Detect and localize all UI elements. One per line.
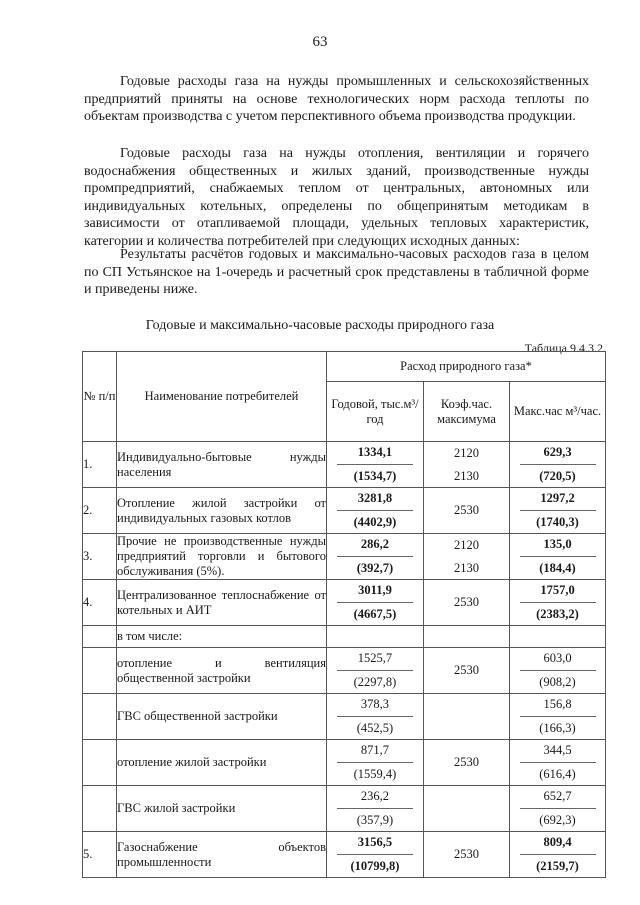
row-number: 1. <box>83 442 117 488</box>
paragraph-3: Результаты расчётов годовых и максимально-часовых расходов газа в целом по СП Устьянское на 1-очередь и расчетный срок представлены в табличной форме и приведены ниже. <box>84 247 589 298</box>
cell-value: 2120 <box>454 445 479 460</box>
cell-value: 2530 <box>454 663 479 677</box>
cell-value: 871,7 <box>337 740 414 763</box>
cell-value: 2530 <box>454 595 479 609</box>
consumer-name: ГВС общественной застройки <box>117 694 327 740</box>
cell-value: (4402,9) <box>353 515 397 529</box>
cell-value: (4667,5) <box>353 607 397 621</box>
cell-value: 2130 <box>454 560 479 575</box>
row-number <box>83 626 117 648</box>
cell-value: 809,4 <box>520 832 596 855</box>
cell-value: (10799,8) <box>350 859 400 873</box>
row-number <box>83 694 117 740</box>
header-max: Макс.час м³/час. <box>510 382 606 442</box>
cell-value: 156,8 <box>520 694 596 717</box>
annual-cell <box>327 648 424 694</box>
cell-value: 629,3 <box>520 442 596 465</box>
max-cell <box>510 740 606 786</box>
table-row <box>83 694 606 740</box>
max-cell <box>510 442 606 488</box>
cell-value: (184,4) <box>539 561 576 575</box>
cell-value: 3011,9 <box>337 580 414 603</box>
max-cell <box>510 488 606 534</box>
coef-cell <box>424 694 510 740</box>
row-number: 5. <box>83 832 117 878</box>
max-cell <box>510 832 606 878</box>
cell-value: (720,5) <box>539 469 576 483</box>
consumer-name: ГВС жилой застройки <box>117 786 327 832</box>
table-row <box>83 786 606 832</box>
cell-value: (908,2) <box>539 675 576 689</box>
row-number <box>83 648 117 694</box>
cell-value: 3156,5 <box>337 832 414 855</box>
consumer-name: Газоснабжение объектов промышленности <box>117 832 327 878</box>
max-cell <box>510 694 606 740</box>
cell-value: 378,3 <box>337 694 414 717</box>
header-coef: Коэф.час. максимума <box>424 382 510 442</box>
annual-cell <box>327 740 424 786</box>
cell-value: 135,0 <box>520 534 596 557</box>
annual-cell <box>327 534 424 580</box>
table-row <box>83 580 606 626</box>
consumer-name: отопление и вентиляция общественной застройки <box>117 648 327 694</box>
row-number <box>83 740 117 786</box>
cell-value: 286,2 <box>337 534 414 557</box>
table-number: Таблица 9.4.3.2. <box>524 341 606 355</box>
paragraph-2: Годовые расходы газа на нужды отопления, вентиляции и горячего водоснабжения общественных и жилых зданий, производственные нужды промпредприятий, снабжаемых теплом от центральных, автономных или индивидуальных котельных, определены по общепринятым методикам в зависимости от отапливаемой площади, удельных тепловых характеристик, категории и количества потребителей при следующих исходных данных: <box>84 146 589 249</box>
table-row <box>83 740 606 786</box>
consumer-name: Отопление жилой застройки от индивидуальных газовых котлов <box>117 488 327 534</box>
table-row <box>83 832 606 878</box>
coef-cell <box>424 648 510 694</box>
cell-value: (2383,2) <box>536 607 579 621</box>
annual-cell <box>327 442 424 488</box>
cell-value: 1525,7 <box>337 648 414 671</box>
cell-value: (1559,4) <box>353 767 397 781</box>
row-number: 2. <box>83 488 117 534</box>
cell-value: (392,7) <box>356 561 394 575</box>
coef-cell <box>424 442 510 488</box>
cell-value: (166,3) <box>539 721 576 735</box>
cell-value: (2297,8) <box>353 675 397 689</box>
cell-value: 3281,8 <box>337 488 414 511</box>
cell-value: 2530 <box>454 755 479 769</box>
consumer-name: Централизованное теплоснабжение от котельных и АИТ <box>117 580 327 626</box>
cell-value: 2120 <box>454 537 479 552</box>
max-cell <box>510 580 606 626</box>
max-cell <box>510 786 606 832</box>
cell-value: 1297,2 <box>520 488 596 511</box>
cell-value: 2530 <box>454 847 479 861</box>
table-row <box>83 442 606 488</box>
row-number: 4. <box>83 580 117 626</box>
consumer-name: отопление жилой застройки <box>117 740 327 786</box>
coef-cell <box>424 534 510 580</box>
cell-value: 2530 <box>454 503 479 517</box>
max-cell <box>510 626 606 648</box>
cell-value: (357,9) <box>356 813 394 827</box>
table-caption: Годовые и максимально-часовые расходы природного газа <box>145 318 495 333</box>
table-row <box>83 488 606 534</box>
table-row <box>83 648 606 694</box>
gas-consumption-table <box>82 351 606 878</box>
cell-value: (692,3) <box>539 813 576 827</box>
consumer-name: в том числе: <box>117 626 327 648</box>
cell-value: (616,4) <box>539 767 576 781</box>
coef-cell <box>424 626 510 648</box>
annual-cell <box>327 488 424 534</box>
coef-cell <box>424 832 510 878</box>
cell-value: (1740,3) <box>536 515 579 529</box>
paragraph-1: Годовые расходы газа на нужды промышленных и сельскохозяйственных предприятий приняты на основе технологических норм расхода теплоты по объектам производства с учетом перспективного объема производства продукции. <box>84 74 589 125</box>
coef-cell <box>424 740 510 786</box>
page-number: 63 <box>312 34 328 50</box>
row-number <box>83 786 117 832</box>
annual-cell <box>327 580 424 626</box>
cell-value: 2130 <box>454 468 479 483</box>
cell-value: (452,5) <box>356 721 394 735</box>
cell-value: 236,2 <box>337 786 414 809</box>
cell-value: 344,5 <box>520 740 596 763</box>
cell-value: 603,0 <box>520 648 596 671</box>
max-cell <box>510 648 606 694</box>
header-num: № п/п <box>83 352 117 442</box>
annual-cell <box>327 786 424 832</box>
annual-cell <box>327 694 424 740</box>
coef-cell <box>424 488 510 534</box>
consumer-name: Индивидуально-бытовые нужды населения <box>117 442 327 488</box>
max-cell <box>510 534 606 580</box>
header-annual: Годовой, тыс.м³/год <box>327 382 424 442</box>
header-name: Наименование потребителей <box>117 352 327 442</box>
table-row <box>83 626 606 648</box>
consumer-name: Прочие не производственные нужды предприятий торговли и бытового обслуживания (5%). <box>117 534 326 578</box>
header-group: Расход природного газа* <box>327 352 606 382</box>
cell-value: (1534,7) <box>353 469 397 483</box>
row-number: 3. <box>83 534 117 580</box>
annual-cell <box>327 832 424 878</box>
table-row <box>83 534 606 580</box>
cell-value: (2159,7) <box>536 859 579 873</box>
coef-cell <box>424 786 510 832</box>
cell-value: 652,7 <box>520 786 596 809</box>
annual-cell <box>327 626 424 648</box>
cell-value: 1334,1 <box>337 442 414 465</box>
coef-cell <box>424 580 510 626</box>
cell-value: 1757,0 <box>520 580 596 603</box>
